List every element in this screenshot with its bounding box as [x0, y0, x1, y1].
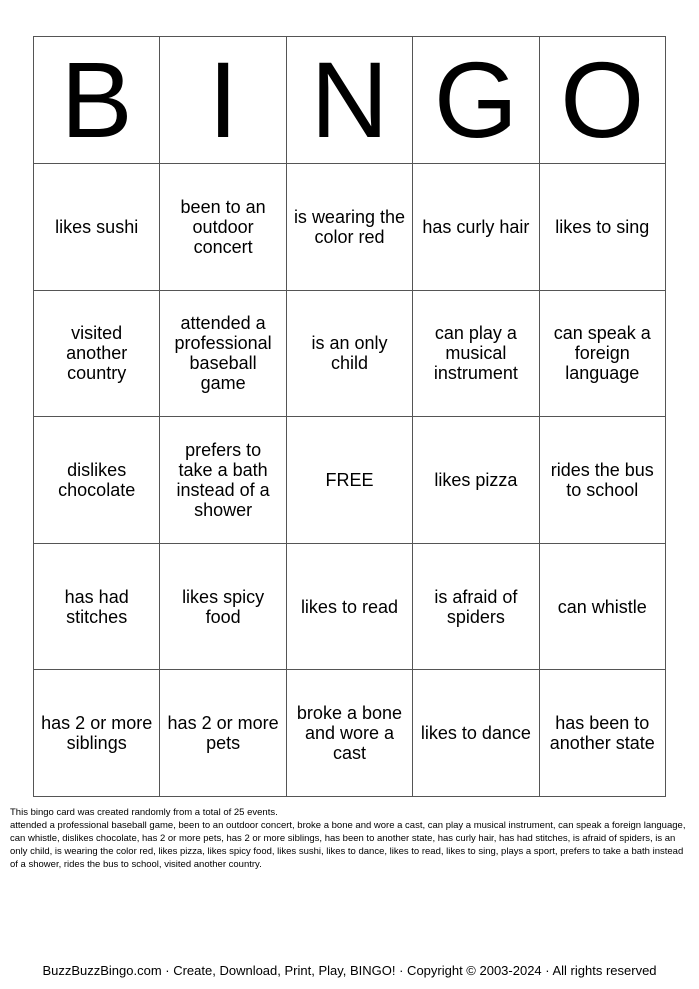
bingo-cell: is an only child [286, 290, 412, 417]
free-space-cell: FREE [286, 417, 412, 544]
bingo-cell: rides the bus to school [539, 417, 665, 544]
bingo-header-row [34, 37, 666, 164]
bingo-row [34, 543, 666, 670]
bingo-cell: likes spicy food [160, 543, 286, 670]
bingo-row [34, 290, 666, 417]
bingo-row [34, 670, 666, 797]
bingo-cell: likes to dance [413, 670, 539, 797]
card-event-list: attended a professional baseball game, been to an outdoor concert, broke a bone and wore a cast, can play a musical instrument, can speak a foreign language, can whistle, dislikes chocolate, has 2 or more pets, has 2 or more siblings, has been to another state, has curly hair, has had stitches, is afraid of spiders, is an only child, is wearing the color red, likes pizza, likes spicy food, likes sushi, likes to dance, likes to read, likes to sing, plays a sport, prefers to take a bath instead of a shower, rides the bus to school, visited another country. [10, 820, 686, 870]
bingo-cell: been to an outdoor concert [160, 164, 286, 291]
bingo-cell: has 2 or more siblings [34, 670, 160, 797]
bingo-cell: has curly hair [413, 164, 539, 291]
bingo-cell: can play a musical instrument [413, 290, 539, 417]
bingo-cell: likes to read [286, 543, 412, 670]
header-letter-n: N [286, 37, 412, 164]
header-letter-g: G [413, 37, 539, 164]
bingo-cell: attended a professional baseball game [160, 290, 286, 417]
bingo-cell: has been to another state [539, 670, 665, 797]
bingo-cell: is afraid of spiders [413, 543, 539, 670]
bingo-row [34, 164, 666, 291]
bingo-cell: can whistle [539, 543, 665, 670]
bingo-cell: likes pizza [413, 417, 539, 544]
card-description-intro: This bingo card was created randomly from a total of 25 events. [10, 807, 278, 818]
bingo-cell: is wearing the color red [286, 164, 412, 291]
bingo-cell: dislikes chocolate [34, 417, 160, 544]
bingo-cell: likes sushi [34, 164, 160, 291]
bingo-card [33, 36, 666, 797]
header-letter-b: B [34, 37, 160, 164]
card-description [10, 806, 692, 871]
bingo-cell: has 2 or more pets [160, 670, 286, 797]
bingo-cell: prefers to take a bath instead of a shower [160, 417, 286, 544]
page-footer: BuzzBuzzBingo.com · Create, Download, Print, Play, BINGO! · Copyright © 2003-2024 · All rights reserved [42, 963, 657, 978]
bingo-row [34, 417, 666, 544]
bingo-cell: can speak a foreign language [539, 290, 665, 417]
bingo-cell: has had stitches [34, 543, 160, 670]
bingo-cell: visited another country [34, 290, 160, 417]
bingo-cell: likes to sing [539, 164, 665, 291]
header-letter-o: O [539, 37, 665, 164]
bingo-cell: broke a bone and wore a cast [286, 670, 412, 797]
header-letter-i: I [160, 37, 286, 164]
